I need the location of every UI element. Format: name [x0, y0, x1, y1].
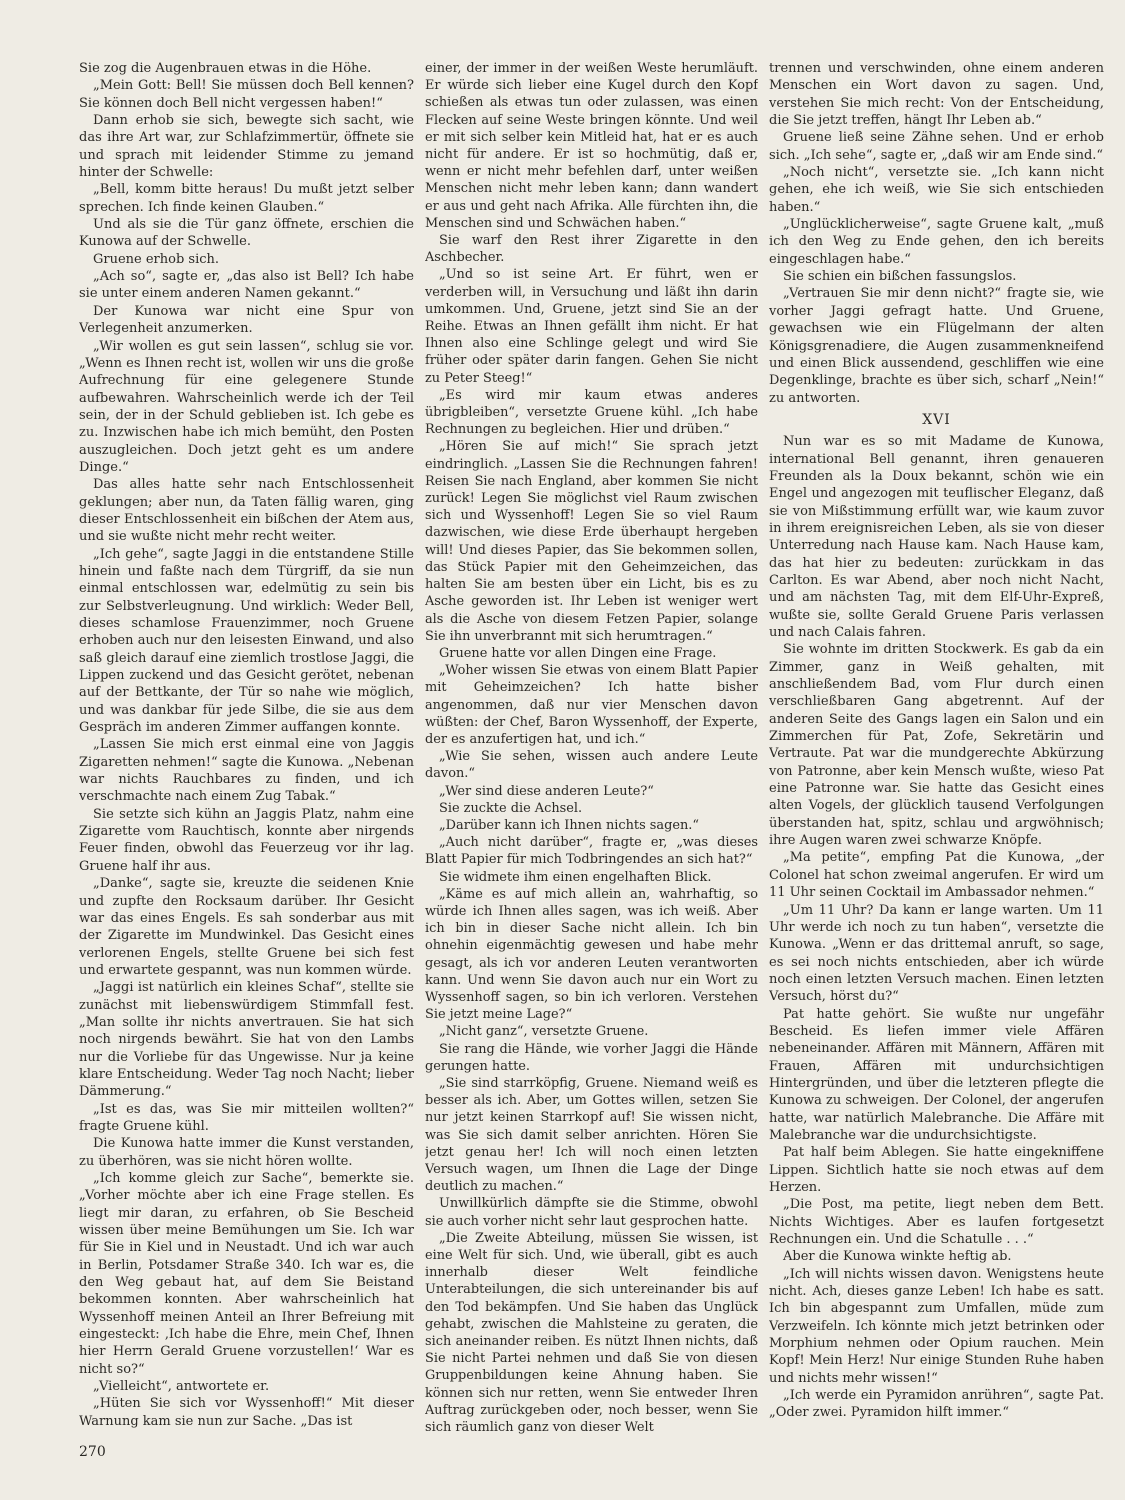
paragraph: „Käme es auf mich allein an, wahrhaftig, so würde ich Ihnen alles sagen, was ich weiß. Aber ich bin in dieser Sache nicht allein. Ich bin ohnehin eigenmächtig gewesen und habe mehr gesagt, als ich vor anderen Leuten verantworten kann. Und wenn Sie davon auch nur ein Wort zu Wyssenhoff sagen, so bin ich verloren. Verstehen Sie jetzt meine Lage?“ — [425, 886, 758, 1023]
paragraph: trennen und verschwinden, ohne einem anderen Menschen ein Wort davon zu sagen. Und, verstehen Sie mich recht: Von der Entscheidung, die Sie jetzt treffen, hängt Ihr Leben ab.“ — [769, 61, 1104, 129]
paragraph: „Hüten Sie sich vor Wyssenhoff!“ Mit dieser Warnung kam sie nun zur Sache. „Das ist — [79, 1396, 414, 1429]
paragraph: Die Kunowa hatte immer die Kunst verstanden, zu überhören, was sie nicht hören wollte. — [79, 1136, 414, 1169]
paragraph: „Ich gehe“, sagte Jaggi in die entstandene Stille hinein und faßte nach dem Türgriff, da sie nun einmal entschlossen war, edelmütig zu sein bis zur Selbstverleugnung. Und wirklich: Weder Bell, dieses schamlose Frauenzimmer, noch Gruene erhoben auch nur den leisesten Einwand, und also saß gleich darauf eine ziemlich trostlose Jaggi, die Lippen zuckend und das Gesicht gerötet, nebenan auf der Bettkante, der Tür so nahe wie möglich, und was dankbar für jede Silbe, die sie aus dem Gespräch im anderen Zimmer auffangen konnte. — [79, 546, 414, 736]
paragraph: „Ich komme gleich zur Sache“, bemerkte sie. „Vorher möchte aber ich eine Frage stellen. Es liegt mir daran, zu erfahren, ob Sie Bescheid wissen über meine Bemühungen um Sie. Ich war für Sie in Kiel und in Neustadt. Und ich war auch in Berlin, Potsdamer Straße 340. Ich war es, die den Weg gebaut hat, auf dem Sie Beistand bekommen konnten. Aber wahrscheinlich hat Wyssenhoff meinen Anteil an Ihrer Befreiung mit eingesteckt: ‚Ich habe die Ehre, mein Chef, Ihnen hier Herrn Gerald Gruene vorzustellen!‘ War es nicht so?“ — [79, 1171, 414, 1377]
paragraph: „Und so ist seine Art. Er führt, wen er verderben will, in Versuchung und läßt ihn darin umkommen. Und, Gruene, jetzt sind Sie an der Reihe. Etwas an Ihnen gefällt ihm nicht. Er hat Ihnen also eine Schlinge gelegt und wird Sie früher oder später darin fangen. Gehen Sie nicht zu Peter Steeg!“ — [425, 267, 758, 386]
paragraph: „Ma petite“, empfing Pat die Kunowa, „der Colonel hat schon zweimal angerufen. Er wird um 11 Uhr seinen Cocktail im Ambassador nehmen.“ — [769, 850, 1104, 901]
paragraph: „Danke“, sagte sie, kreuzte die seidenen Knie und zupfte den Rocksaum darüber. Ihr Gesicht war das eines Engels. Es sah sonderbar aus mit der Zigarette im Mundwinkel. Das Gesicht eines verlorenen Engels, stellte Gruene bei sich fest und erwartete gespannt, was nun kommen würde. — [79, 876, 414, 978]
paragraph: „Sie sind starrköpfig, Gruene. Niemand weiß es besser als ich. Aber, um Gottes willen, setzen Sie nur jetzt keinen Starrkopf auf! Sie wissen nicht, was Sie sich damit selber anrichten. Hören Sie jetzt genau her! Ich will noch einen letzten Versuch wagen, um Ihnen die Lage der Dinge deutlich zu machen.“ — [425, 1075, 758, 1195]
paragraph: Das alles hatte sehr nach Entschlossenheit geklungen; aber nun, da Taten fällig waren, ging dieser Entschlossenheit ein bißchen der Atem aus, und sie wußte nicht mehr recht weiter. — [79, 477, 414, 545]
paragraph: Sie setzte sich kühn an Jaggis Platz, nahm eine Zigarette vom Rauchtisch, konnte aber nirgends Feuer finden, obwohl das Feuerzeug vor ihr lag. Gruene half ihr aus. — [79, 806, 414, 874]
paragraph: „Ich will nichts wissen davon. Wenigstens heute nicht. Ach, dieses ganze Leben! Ich habe es satt. Ich bin abgespannt zum Umfallen, müde zum Verzweifeln. Ich könnte mich jetzt betrinken oder Morphium nehmen oder Opium rauchen. Mein Kopf! Mein Herz! Nur einige Stunden Ruhe haben und nichts mehr wissen!“ — [769, 1266, 1104, 1386]
text-column-left — [79, 60, 414, 1445]
paragraph: „Unglücklicherweise“, sagte Gruene kalt, „muß ich den Weg zu Ende gehen, den ich bereits eingeschlagen habe.“ — [769, 217, 1104, 267]
paragraph: Unwillkürlich dämpfte sie die Stimme, obwohl sie auch vorher nicht sehr laut gesprochen hatte. — [425, 1196, 758, 1229]
paragraph: Dann erhob sie sich, bewegte sich sacht, wie das ihre Art war, zur Schlafzimmertür, öffnete sie und sprach mit leidender Stimme zu jemand hinter der Schwelle: — [79, 113, 414, 181]
paragraph: „Lassen Sie mich erst einmal eine von Jaggis Zigaretten nehmen!“ sagte die Kunowa. „Nebenan war nichts Rauchbares zu finden, und ich verschmachte nach einem Zug Tabak.“ — [79, 737, 414, 805]
paragraph: Pat half beim Ablegen. Sie hatte eingekniffene Lippen. Sichtlich hatte sie noch etwas auf dem Herzen. — [769, 1145, 1104, 1195]
paragraph: Nun war es so mit Madame de Kunowa, international Bell genannt, ihren genaueren Freunden als la Doux bekannt, schön wie ein Engel und angezogen mit teuflischer Eleganz, daß sie von Mißstimmung erfüllt war, wie kaum zuvor in ihrem ereignisreichen Leben, als sie von dieser Unterredung nach Hause kam. Nach Hause kam, das hat hier zu bedeuten: zurückkam in das Carlton. Es war Abend, aber noch nicht Nacht, und am nächsten Tag, mit dem Elf-Uhr-Expreß, wußte sie, sollte Gerald Gruene Paris verlassen und nach Calais fahren. — [769, 434, 1104, 640]
paragraph: Pat hatte gehört. Sie wußte nur ungefähr Bescheid. Es liefen immer viele Affären nebeneinander. Affären mit Männern, Affären mit Frauen, Affären mit undurchsichtigen Hintergründen, und über die letzteren pflegte die Kunowa zu schweigen. Der Colonel, der angerufen hatte, war natürlich Malebranche. Die Affäre mit Malebranche war die undurchsichtigste. — [769, 1006, 1104, 1143]
paragraph: „Ich werde ein Pyramidon anrühren“, sagte Pat. „Oder zwei. Pyramidon hilft immer.“ — [769, 1388, 1104, 1421]
paragraph: „Auch nicht darüber“, fragte er, „was dieses Blatt Papier für mich Todbringendes an sich hat?“ — [425, 835, 758, 868]
paragraph: „Die Post, ma petite, liegt neben dem Bett. Nichts Wichtiges. Aber es laufen fortgesetzt Rechnungen ein. Und die Schatulle . . .“ — [769, 1197, 1104, 1248]
paragraph: Sie widmete ihm einen engelhaften Blick. — [439, 869, 712, 885]
paragraph: „Vertrauen Sie mir denn nicht?“ fragte sie, wie vorher Jaggi gefragt hatte. Und Gruene, gewachsen wie ein Flügelmann der alten Königsgrenadiere, die Augen zusammenkneifend und einen Blick aussendend, geschliffen wie eine Degenklinge, brachte es über sich, scharf „Nein!“ zu antworten. — [769, 286, 1104, 406]
paragraph: „Bell, komm bitte heraus! Du mußt jetzt selber sprechen. Ich finde keinen Glauben.“ — [79, 182, 414, 215]
paragraph: Und als sie die Tür ganz öffnete, erschien die Kunowa auf der Schwelle. — [79, 217, 414, 250]
page-number: 270 — [79, 1444, 106, 1460]
paragraph: Der Kunowa war nicht eine Spur von Verlegenheit anzumerken. — [79, 303, 414, 337]
paragraph: einer, der immer in der weißen Weste herumläuft. Er würde sich lieber eine Kugel durch den Kopf schießen als etwas tun oder zulassen, was einen Flecken auf seine Weste bringen könnte. Und weil er mit sich selber kein Mitleid hat, hat er es auch nicht für andere. Er ist so hochmütig, daß er, wenn er nicht mehr befehlen darf, unter weißen Menschen nicht mehr leben kann; dann wandert er aus und geht nach Afrika. Alle fürchten ihn, die Menschen sind und Schwächen haben.“ — [425, 61, 758, 231]
paragraph: „Darüber kann ich Ihnen nichts sagen.“ — [439, 817, 699, 833]
paragraph: „Um 11 Uhr? Da kann er lange warten. Um 11 Uhr werde ich noch zu tun haben“, versetzte die Kunowa. „Wenn er das drittemal anruft, so sage, es sei noch nichts entschieden, aber ich würde noch einen letzten Versuch machen. Einen letzten Versuch, hörst du?“ — [769, 902, 1104, 1005]
paragraph: „Es wird mir kaum etwas anderes übrigbleiben“, versetzte Gruene kühl. „Ich habe Rechnungen zu begleichen. Hier und drüben.“ — [425, 387, 758, 438]
paragraph: „Mein Gott: Bell! Sie müssen doch Bell kennen? Sie können doch Bell nicht vergessen haben!“ — [79, 78, 414, 111]
paragraph: „Ach so“, sagte er, „das also ist Bell? Ich habe sie unter einem anderen Namen gekannt.“ — [79, 269, 414, 302]
paragraph: Sie schien ein bißchen fassungslos. — [783, 269, 1017, 285]
paragraph: „Die Zweite Abteilung, müssen Sie wissen, ist eine Welt für sich. Und, wie überall, gibt es auch innerhalb dieser Welt feindliche Unterabteilungen, die sich untereinander bis auf den Tod bekämpfen. Und Sie haben das Unglück gehabt, zwischen die Mahlsteine zu geraten, die sich aneinander reiben. Es nützt Ihnen nichts, daß Sie nicht Partei nehmen und daß Sie von diesen Gruppenbildungen keine Ahnung haben. Sie können sich nur retten, wenn Sie entweder Ihren Auftrag zurückgeben oder, noch besser, wenn Sie sich räumlich ganz von dieser Welt — [425, 1230, 758, 1436]
paragraph: Sie rang die Hände, wie vorher Jaggi die Hände gerungen hatte. — [425, 1041, 758, 1074]
paragraph: Sie zuckte die Achsel. — [439, 800, 583, 816]
paragraph: „Noch nicht“, versetzte sie. „Ich kann nicht gehen, ehe ich weiß, wie Sie sich entschieden haben.“ — [769, 165, 1104, 215]
paragraph: „Hören Sie auf mich!“ Sie sprach jetzt eindringlich. „Lassen Sie die Rechnungen fahren! Reisen Sie nach England, aber kommen Sie nicht zurück! Legen Sie möglichst viel Raum zwischen sich und Wyssenhoff! Legen Sie so viel Raum dazwischen, wie diese Erde überhaupt hergeben will! Und dieses Papier, das Sie bekommen sollen, das Stück Papier mit den Geheimzeichen, das halten Sie am besten über ein Licht, bis es zu Asche geworden ist. Ihr Leben ist weniger wert als die Asche von diesem Fetzen Papier, solange Sie ihn unverbrannt mit sich herumtragen.“ — [425, 439, 758, 644]
paragraph: Gruene hatte vor allen Dingen eine Frage. — [439, 645, 717, 661]
paragraph: Sie warf den Rest ihrer Zigarette in den Aschbecher. — [425, 233, 758, 266]
section-heading: XVI — [922, 411, 951, 428]
paragraph: Gruene erhob sich. — [93, 251, 220, 267]
paragraph: „Woher wissen Sie etwas von einem Blatt Papier mit Geheimzeichen? Ich hatte bisher angenommen, daß nur vier Menschen davon wüßten: der Chef, Baron Wyssenhoff, der Experte, der es anzufertigen hat, und ich.“ — [425, 663, 758, 747]
paragraph: „Wer sind diese anderen Leute?“ — [439, 783, 654, 799]
paragraph: „Ist es das, was Sie mir mitteilen wollten?“ fragte Gruene kühl. — [79, 1101, 414, 1134]
paragraph: „Wie Sie sehen, wissen auch andere Leute davon.“ — [425, 749, 758, 782]
paragraph: „Jaggi ist natürlich ein kleines Schaf“, stellte sie zunächst mit liebenswürdigem Stimmfall fest. „Man sollte ihr nichts anvertrauen. Sie hat sich noch nirgends bewährt. Sie hat von den Lambs nur die Vorliebe für das Ungewisse. Nur ja keine klare Entscheidung. Weder Tag noch Nacht; lieber Dämmerung.“ — [79, 980, 414, 1100]
paragraph: „Wir wollen es gut sein lassen“, schlug sie vor. „Wenn es Ihnen recht ist, wollen wir uns die große Aufrechnung für eine gelegenere Stunde aufbewahren. Wahrscheinlich werde ich der Teil sein, der in der Schuld geblieben ist. Ich gebe es zu. Inzwischen habe ich mich bemüht, den Posten auszugleichen. Doch jetzt geht es um andere Dinge.“ — [79, 338, 414, 475]
paragraph: „Vielleicht“, antwortete er. — [93, 1379, 270, 1395]
paragraph: Sie wohnte im dritten Stockwerk. Es gab da ein Zimmer, ganz in Weiß gehalten, mit anschließendem Bad, vom Flur durch einen verschließbaren Gang abgetrennt. Auf der anderen Seite des Gangs lagen ein Salon und ein Zimmerchen für Pat, Zofe, Sekretärin und Vertraute. Pat war die mundgerechte Abkürzung von Patronne, aber kein Mensch wußte, wieso Pat eine Patronne war. Sie hatte das Gesicht eines alten Vogels, der glücklich tausend Verfolgungen überstanden hat, spitz, schlau und argwöhnisch; ihre Augen waren zwei schwarze Knöpfe. — [769, 642, 1104, 849]
paragraph: „Nicht ganz“, versetzte Gruene. — [439, 1024, 649, 1040]
text-column-middle — [425, 60, 758, 1445]
paragraph: Gruene ließ seine Zähne sehen. Und er erhob sich. „Ich sehe“, sagte er, „daß wir am Ende sind.“ — [769, 130, 1104, 163]
paragraph: Aber die Kunowa winkte heftig ab. — [783, 1249, 1012, 1265]
text-column-right — [769, 60, 1104, 1445]
paragraph: Sie zog die Augenbrauen etwas in die Höhe. — [79, 61, 372, 76]
